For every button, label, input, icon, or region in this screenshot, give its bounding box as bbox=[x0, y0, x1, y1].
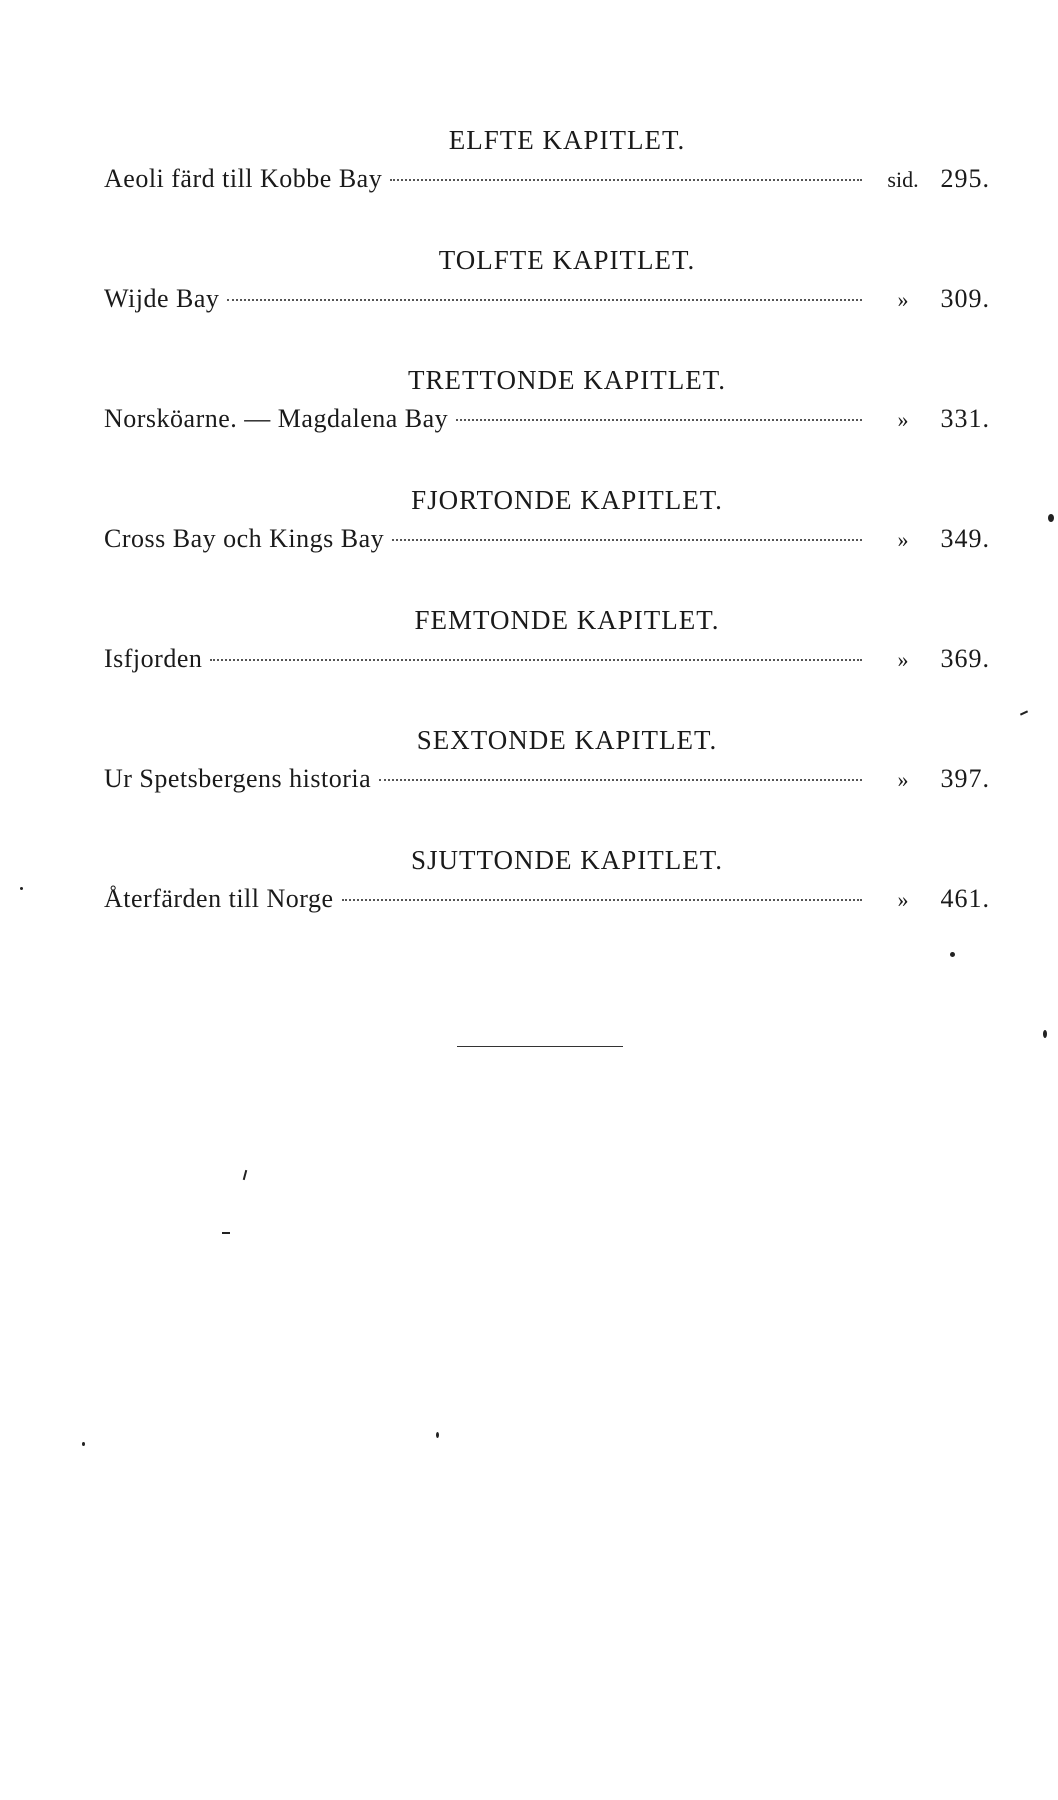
scan-speck bbox=[1020, 710, 1028, 715]
scan-speck bbox=[222, 1232, 230, 1234]
scan-speck bbox=[20, 887, 23, 890]
toc-entry bbox=[104, 762, 990, 797]
chapter-heading: SEXTONDE KAPITLET. bbox=[416, 725, 718, 755]
toc-entry bbox=[104, 162, 990, 197]
chapter-11 bbox=[104, 124, 990, 197]
chapter-13 bbox=[104, 364, 990, 437]
scan-speck bbox=[243, 1170, 248, 1180]
toc-entry bbox=[104, 642, 990, 677]
page-ref-label: » bbox=[897, 407, 909, 432]
scan-speck bbox=[436, 1432, 439, 1438]
scan-speck bbox=[82, 1442, 85, 1446]
page-number: 461. bbox=[940, 884, 990, 913]
chapter-heading: TRETTONDE KAPITLET. bbox=[408, 365, 726, 395]
scan-speck bbox=[1043, 1030, 1047, 1038]
page-ref-label: » bbox=[897, 887, 909, 912]
entry-title: Ur Spetsbergens historia bbox=[104, 764, 372, 793]
entry-title: Isfjorden bbox=[104, 644, 203, 673]
dot-leader bbox=[390, 179, 862, 181]
entry-title: Återfärden till Norge bbox=[104, 884, 334, 913]
section-divider-rule bbox=[457, 1046, 623, 1047]
scan-speck bbox=[950, 952, 955, 957]
chapter-12 bbox=[104, 244, 990, 317]
toc-entry bbox=[104, 522, 990, 557]
dot-leader bbox=[392, 539, 862, 541]
dot-leader bbox=[342, 899, 863, 901]
page-ref-label: » bbox=[897, 767, 909, 792]
dot-leader bbox=[379, 779, 862, 781]
chapter-heading: FEMTONDE KAPITLET. bbox=[414, 605, 720, 635]
entry-title: Cross Bay och Kings Bay bbox=[104, 524, 385, 553]
dot-leader bbox=[210, 659, 862, 661]
chapter-15 bbox=[104, 604, 990, 677]
chapter-14 bbox=[104, 484, 990, 557]
entry-title: Aeoli färd till Kobbe Bay bbox=[104, 164, 383, 193]
chapter-heading: ELFTE KAPITLET. bbox=[448, 125, 686, 155]
page-ref-label: » bbox=[897, 527, 909, 552]
entry-title: Wijde Bay bbox=[104, 284, 220, 313]
page-number: 309. bbox=[940, 284, 990, 313]
chapter-17 bbox=[104, 844, 990, 917]
chapter-heading: SJUTTONDE KAPITLET. bbox=[411, 845, 723, 875]
page-number: 349. bbox=[940, 524, 990, 553]
entry-title: Norsköarne. — Magdalena Bay bbox=[104, 404, 449, 433]
page-ref-label: sid. bbox=[887, 167, 919, 192]
page-number: 295. bbox=[940, 164, 990, 193]
page-number: 331. bbox=[940, 404, 990, 433]
chapter-heading: FJORTONDE KAPITLET. bbox=[411, 485, 723, 515]
page-ref-label: » bbox=[897, 287, 909, 312]
toc-entry bbox=[104, 282, 990, 317]
chapter-16 bbox=[104, 724, 990, 797]
toc-entry bbox=[104, 882, 990, 917]
page-number: 369. bbox=[940, 644, 990, 673]
dot-leader bbox=[456, 419, 862, 421]
chapter-heading: TOLFTE KAPITLET. bbox=[438, 245, 696, 275]
dot-leader bbox=[227, 299, 862, 301]
scan-speck bbox=[1048, 514, 1054, 522]
toc-entry bbox=[104, 402, 990, 437]
page-number: 397. bbox=[940, 764, 990, 793]
page-ref-label: » bbox=[897, 647, 909, 672]
